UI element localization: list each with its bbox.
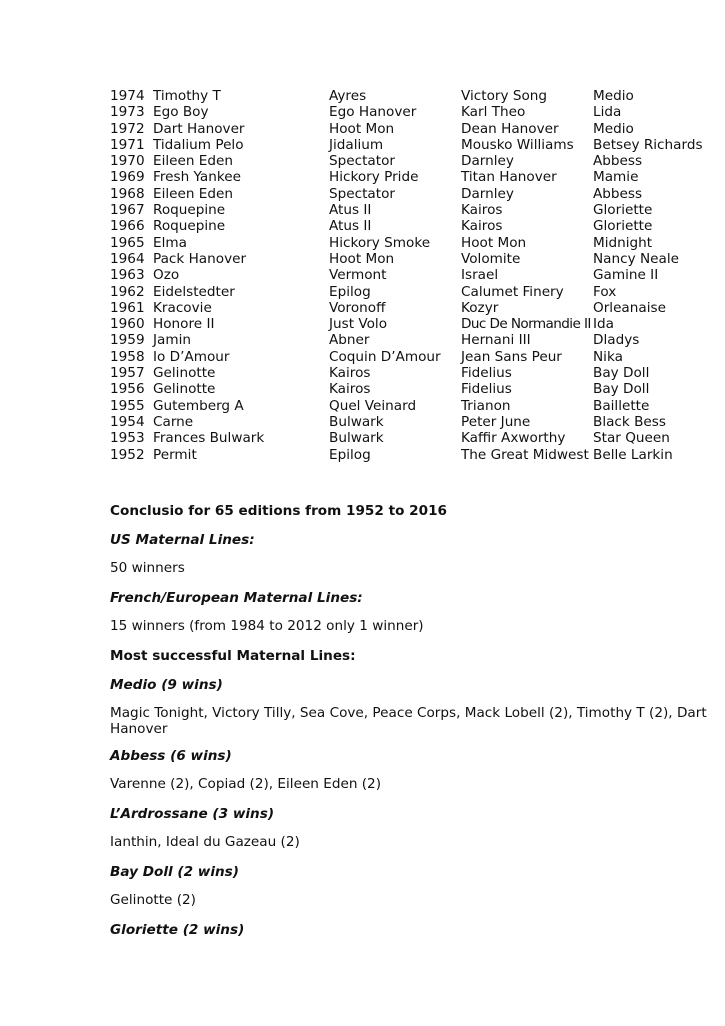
winner-year: 1972	[110, 120, 145, 137]
maternal-line-text-ardrossane: Ianthin, Ideal du Gazeau (2)	[110, 834, 300, 850]
winner-sire: Bulwark	[329, 413, 384, 430]
winner-year: 1960	[110, 316, 145, 333]
winner-year: 1953	[110, 430, 145, 447]
winner-sire: Hoot Mon	[329, 120, 395, 137]
winner-year: 1970	[110, 153, 145, 170]
winner-horse: Elma	[153, 234, 187, 251]
table-row	[110, 251, 713, 267]
winner-maternal-line: Nancy Neale	[593, 250, 679, 267]
winner-dam-sire: Titan Hanover	[461, 169, 557, 186]
winner-dam-sire: Hoot Mon	[461, 234, 527, 251]
winner-horse: Io D’Amour	[153, 348, 230, 365]
winner-year: 1964	[110, 250, 145, 267]
maternal-line-heading-abbess: Abbess (6 wins)	[110, 748, 232, 764]
winner-maternal-line: Dladys	[593, 332, 640, 349]
winner-maternal-line: Orleanaise	[593, 299, 666, 316]
winner-maternal-line: Mamie	[593, 169, 639, 186]
winner-sire: Hickory Pride	[329, 169, 419, 186]
winner-year: 1956	[110, 381, 145, 398]
table-row	[110, 267, 713, 283]
winner-maternal-line: Gamine II	[593, 267, 659, 284]
table-row	[110, 218, 713, 234]
us-maternal-lines-heading: US Maternal Lines:	[110, 532, 255, 548]
maternal-line-heading-medio: Medio (9 wins)	[110, 677, 223, 693]
maternal-line-heading-ardrossane: L’Ardrossane (3 wins)	[110, 806, 275, 822]
winner-horse: Ozo	[153, 267, 180, 284]
european-maternal-lines-text: 15 winners (from 1984 to 2012 only 1 winner)	[110, 618, 424, 634]
table-row	[110, 235, 713, 251]
winner-horse: Kracovie	[153, 299, 212, 316]
table-row	[110, 447, 713, 463]
winner-year: 1957	[110, 365, 145, 382]
winner-year: 1952	[110, 446, 145, 463]
winner-sire: Ayres	[329, 88, 367, 104]
winner-dam-sire: Kozyr	[461, 299, 499, 316]
winner-sire: Just Volo	[329, 316, 388, 333]
table-row	[110, 169, 713, 185]
winner-sire: Epilog	[329, 446, 371, 463]
winner-horse: Pack Hanover	[153, 250, 247, 267]
winner-year: 1963	[110, 267, 145, 284]
winner-year: 1974	[110, 88, 145, 104]
winner-year: 1954	[110, 413, 145, 430]
winner-year: 1959	[110, 332, 145, 349]
winner-maternal-line: Ida	[593, 316, 614, 333]
winner-dam-sire: Dean Hanover	[461, 120, 559, 137]
winner-maternal-line: Medio	[593, 120, 634, 137]
winner-horse: Fresh Yankee	[153, 169, 241, 186]
table-row	[110, 88, 713, 104]
table-row	[110, 398, 713, 414]
winner-dam-sire: Mousko Williams	[461, 136, 574, 153]
winner-horse: Gelinotte	[153, 365, 216, 382]
winner-maternal-line: Fox	[593, 283, 617, 300]
winner-dam-sire: Hernani III	[461, 332, 531, 349]
winner-horse: Eidelstedter	[153, 283, 235, 300]
winner-sire: Jidalium	[329, 136, 384, 153]
winner-maternal-line: Belle Larkin	[593, 446, 673, 463]
winner-maternal-line: Lida	[593, 104, 622, 121]
winner-dam-sire: Victory Song	[461, 88, 548, 104]
table-row	[110, 104, 713, 120]
winner-sire: Coquin D’Amour	[329, 348, 441, 365]
winner-horse: Honore II	[153, 316, 215, 333]
winner-sire: Abner	[329, 332, 370, 349]
winner-maternal-line: Star Queen	[593, 430, 670, 447]
table-row	[110, 349, 713, 365]
winner-dam-sire: Darnley	[461, 153, 514, 170]
winner-horse: Eileen Eden	[153, 185, 234, 202]
winner-horse: Tidalium Pelo	[153, 136, 244, 153]
table-row	[110, 430, 713, 446]
table-row	[110, 202, 713, 218]
winner-horse: Dart Hanover	[153, 120, 245, 137]
table-row	[110, 365, 713, 381]
winner-dam-sire: The Great Midwest	[461, 446, 589, 463]
winner-horse: Ego Boy	[153, 104, 209, 121]
winner-sire: Kairos	[329, 365, 371, 382]
winner-dam-sire: Kaffir Axworthy	[461, 430, 566, 447]
winner-sire: Kairos	[329, 381, 371, 398]
winner-year: 1968	[110, 185, 145, 202]
winner-sire: Bulwark	[329, 430, 384, 447]
winner-year: 1965	[110, 234, 145, 251]
winner-sire: Quel Veinard	[329, 397, 417, 414]
winner-horse: Gutemberg A	[153, 397, 244, 414]
winner-dam-sire: Kairos	[461, 218, 503, 235]
table-row	[110, 300, 713, 316]
winner-horse: Timothy T	[153, 88, 221, 104]
european-maternal-lines-heading: French/European Maternal Lines:	[110, 590, 363, 606]
table-row	[110, 316, 713, 332]
maternal-line-text-medio: Magic Tonight, Victory Tilly, Sea Cove, Peace Corps, Mack Lobell (2), Timothy T (2), Dart Hanover	[110, 705, 707, 737]
winner-dam-sire: Darnley	[461, 185, 514, 202]
winner-maternal-line: Bay Doll	[593, 381, 650, 398]
winners-table-body	[110, 88, 713, 463]
winner-maternal-line: Medio	[593, 88, 634, 104]
winner-year: 1973	[110, 104, 145, 121]
maternal-line-heading-bay-doll: Bay Doll (2 wins)	[110, 864, 239, 880]
winner-dam-sire: Peter June	[461, 413, 531, 430]
winner-dam-sire: Duc De Normandie II	[461, 316, 591, 333]
winner-year: 1966	[110, 218, 145, 235]
winner-year: 1967	[110, 202, 145, 219]
winner-dam-sire: Fidelius	[461, 365, 512, 382]
summary-title: Conclusio for 65 editions from 1952 to 2016	[110, 503, 447, 519]
winner-dam-sire: Fidelius	[461, 381, 512, 398]
winner-maternal-line: Nika	[593, 348, 623, 365]
winner-dam-sire: Kairos	[461, 202, 503, 219]
winners-table	[110, 88, 713, 463]
maternal-line-text-bay-doll: Gelinotte (2)	[110, 892, 196, 908]
winner-horse: Permit	[153, 446, 197, 463]
winner-dam-sire: Jean Sans Peur	[461, 348, 562, 365]
table-row	[110, 284, 713, 300]
table-row	[110, 121, 713, 137]
maternal-line-heading-gloriette: Gloriette (2 wins)	[110, 922, 245, 938]
winner-dam-sire: Karl Theo	[461, 104, 526, 121]
winner-year: 1961	[110, 299, 145, 316]
winner-year: 1962	[110, 283, 145, 300]
winner-horse: Carne	[153, 413, 194, 430]
winner-year: 1958	[110, 348, 145, 365]
winner-year: 1955	[110, 397, 145, 414]
table-row	[110, 381, 713, 397]
winner-sire: Epilog	[329, 283, 371, 300]
most-successful-heading: Most successful Maternal Lines:	[110, 648, 356, 664]
winner-maternal-line: Abbess	[593, 153, 643, 170]
winner-sire: Vermont	[329, 267, 387, 284]
winner-maternal-line: Midnight	[593, 234, 653, 251]
winner-sire: Atus II	[329, 202, 372, 219]
winner-maternal-line: Abbess	[593, 185, 643, 202]
winner-sire: Hoot Mon	[329, 250, 395, 267]
winner-horse: Jamin	[153, 332, 191, 349]
maternal-line-text-abbess: Varenne (2), Copiad (2), Eileen Eden (2)	[110, 776, 382, 792]
winner-maternal-line: Bay Doll	[593, 365, 650, 382]
us-maternal-lines-text: 50 winners	[110, 560, 185, 576]
table-row	[110, 153, 713, 169]
winner-maternal-line: Gloriette	[593, 218, 653, 235]
winner-horse: Roquepine	[153, 202, 226, 219]
winner-maternal-line: Baillette	[593, 397, 650, 414]
winner-sire: Atus II	[329, 218, 372, 235]
table-row	[110, 414, 713, 430]
winner-maternal-line: Betsey Richards	[593, 136, 703, 153]
winner-year: 1971	[110, 136, 145, 153]
winner-maternal-line: Gloriette	[593, 202, 653, 219]
winner-dam-sire: Volomite	[461, 250, 521, 267]
table-row	[110, 137, 713, 153]
winner-dam-sire: Trianon	[461, 397, 511, 414]
winner-horse: Eileen Eden	[153, 153, 234, 170]
summary-section	[110, 503, 716, 950]
winner-sire: Voronoff	[329, 299, 386, 316]
winner-horse: Roquepine	[153, 218, 226, 235]
winner-dam-sire: Calumet Finery	[461, 283, 564, 300]
winner-sire: Ego Hanover	[329, 104, 417, 121]
table-row	[110, 186, 713, 202]
winner-dam-sire: Israel	[461, 267, 499, 284]
table-row	[110, 332, 713, 348]
winner-year: 1969	[110, 169, 145, 186]
winner-sire: Spectator	[329, 185, 395, 202]
winner-sire: Spectator	[329, 153, 395, 170]
winner-horse: Gelinotte	[153, 381, 216, 398]
winner-horse: Frances Bulwark	[153, 430, 265, 447]
winner-sire: Hickory Smoke	[329, 234, 431, 251]
winner-maternal-line: Black Bess	[593, 413, 666, 430]
